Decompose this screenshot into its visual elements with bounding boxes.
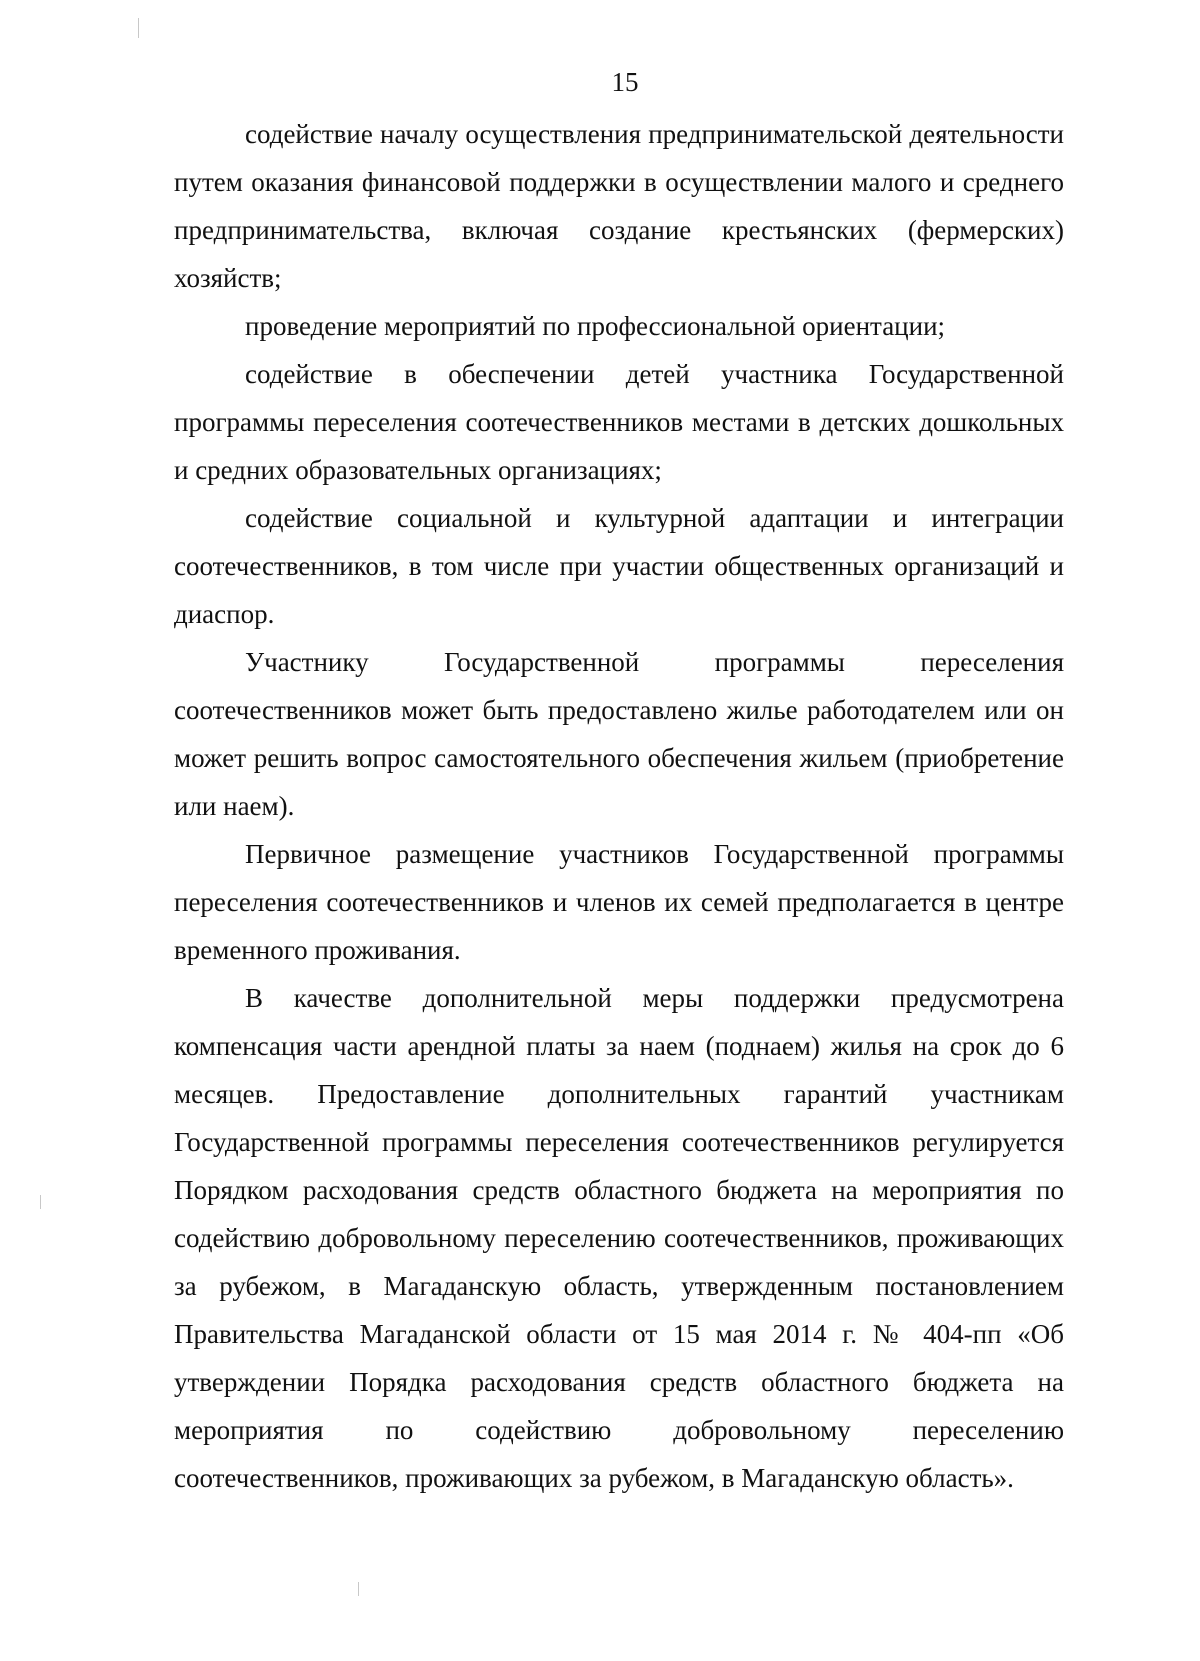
scan-artifact [40, 1195, 41, 1209]
page-number: 15 [611, 67, 639, 97]
paragraph-business-support: содействие началу осуществления предпринимательской деятельности путем оказания финансовой поддержки в осуществлении малого и среднего предпринимательства, включая создание крестьянских (фермерских) хозяйств; [174, 119, 1064, 293]
paragraph-rent-compensation: В качестве дополнительной меры поддержки предусмотрена компенсация части арендной платы за наем (поднаем) жилья на срок до 6 месяцев. Предоставление дополнительных гарантий участникам Государственной программы переселения соотечественников регулируется Порядком расходования средств областного бюджета на мероприятия по содействию добровольному переселению соотечественников, проживающих за рубежом, в Магаданскую область, утвержденным постановлением Правительства Магаданской области от 15 мая 2014 г. № 404-пп «Об утверждении Порядка расходования средств областного бюджета на мероприятия по содействию добровольному переселению соотечественников, проживающих за рубежом, в Магаданскую область». [174, 983, 1064, 1493]
document-body [174, 110, 1064, 1502]
paragraph-children-education: содействие в обеспечении детей участника Государственной программы переселения соотечественников местами в детских дошкольных и средних образовательных организациях; [174, 359, 1064, 485]
scan-artifact [358, 1582, 359, 1596]
paragraph-career-guidance: проведение мероприятий по профессиональной ориентации; [245, 311, 946, 341]
paragraph-social-adaptation: содействие социальной и культурной адаптации и интеграции соотечественников, в том числе при участии общественных организаций и диаспор. [174, 503, 1064, 629]
paragraph-housing: Участнику Государственной программы переселения соотечественников может быть предоставлено жилье работодателем или он может решить вопрос самостоятельного обеспечения жильем (приобретение или наем). [174, 647, 1064, 821]
paragraph-temporary-accommodation: Первичное размещение участников Государственной программы переселения соотечественников и членов их семей предполагается в центре временного проживания. [174, 839, 1064, 965]
scan-artifact [138, 18, 139, 38]
